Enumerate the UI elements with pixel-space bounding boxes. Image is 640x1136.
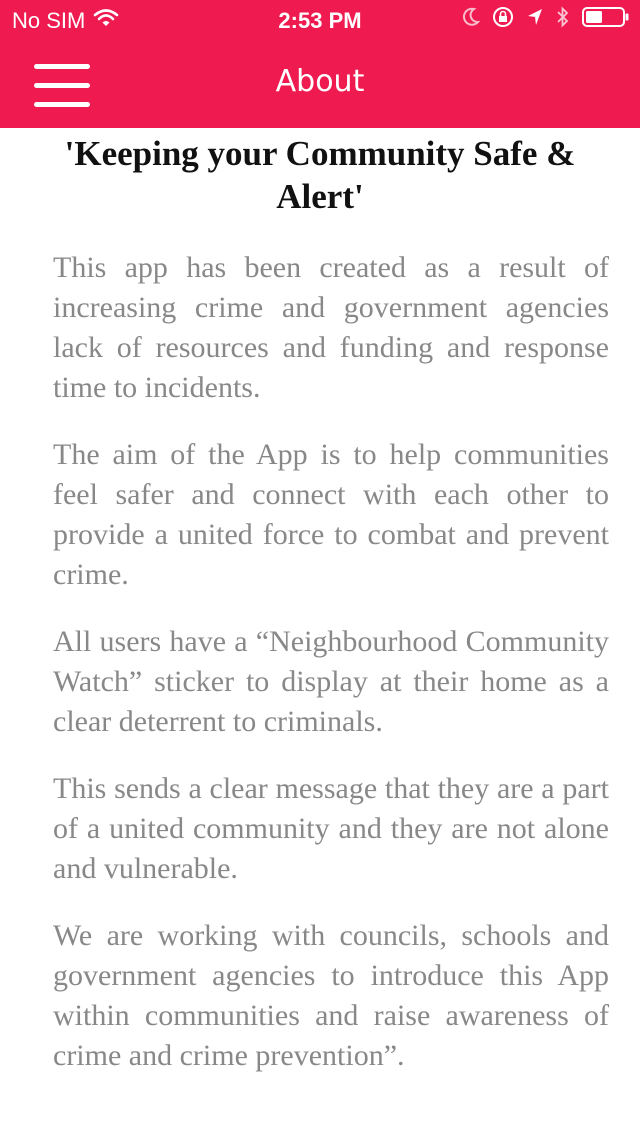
about-paragraph: The aim of the App is to help communities feel safer and connect with each other to provide a united force to combat and prevent crime. <box>53 438 609 591</box>
status-bar <box>0 0 640 40</box>
moon-icon <box>462 7 480 33</box>
nav-bar <box>0 40 640 128</box>
location-arrow-icon <box>526 7 544 33</box>
about-paragraph: This app has been created as a result of increasing crime and government agencies lack of resources and funding and response time to incidents. <box>53 251 609 404</box>
carrier-label: No SIM <box>12 8 86 33</box>
bluetooth-icon <box>556 6 570 34</box>
status-time: 2:53 PM <box>278 8 362 33</box>
status-right <box>462 6 630 34</box>
about-paragraph: This sends a clear message that they are a part of a united community and they are not alone and vulnerable. <box>53 772 609 885</box>
about-content <box>0 128 640 1136</box>
page-title: About <box>275 64 365 99</box>
about-paragraph: All users have a “Neighbourhood Community Watch” sticker to display at their home as a clear deterrent to criminals. <box>53 625 609 738</box>
about-headline: 'Keeping your Community Safe & Alert' <box>64 134 576 216</box>
about-paragraph: We are working with councils, schools and government agencies to introduce this App within communities and raise awareness of crime and crime prevention”. <box>53 919 609 1072</box>
battery-icon <box>582 6 630 34</box>
orientation-lock-icon <box>492 6 514 34</box>
